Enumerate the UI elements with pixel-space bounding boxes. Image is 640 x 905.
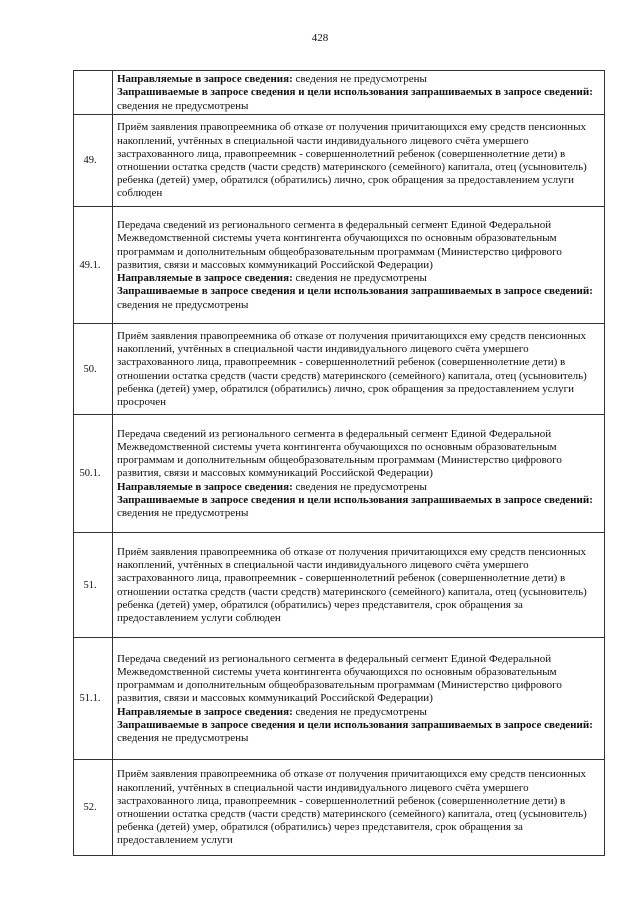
paragraph-text: сведения не предусмотрены — [292, 272, 427, 285]
paragraph-text: сведения не предусмотрены — [117, 99, 249, 112]
paragraph — [117, 285, 600, 311]
bold-label: Запрашиваемые в запросе сведения и цели использования запрашиваемых в запросе сведений: — [117, 493, 593, 506]
row-number-cell — [74, 760, 113, 856]
paragraph — [117, 73, 600, 86]
table-row — [74, 115, 605, 207]
paragraph — [117, 219, 600, 272]
paragraph — [117, 653, 600, 706]
row-description-cell — [113, 115, 605, 207]
paragraph-text: Приём заявления правопреемника об отказе от получения причитающихся ему средств пенсионных накоплений, учтённых в специальной части индивидуального лицевого счёта умершего застрахованного лица, правопреемник - совершеннолетний ребенок (совершеннолетние дети) в отношении остатка средств (части средств) материнского (семейного) капитала, отец (усыновитель) ребенка (детей) умер, обратился (обратились) лично, срок обращения за предоставлением услуги соблюден — [117, 121, 587, 200]
services-table — [73, 70, 605, 856]
row-description-cell — [113, 71, 605, 115]
table-row — [74, 324, 605, 415]
paragraph — [117, 121, 600, 200]
row-description-cell — [113, 760, 605, 856]
table-row — [74, 207, 605, 324]
paragraph — [117, 86, 600, 112]
bold-label: Запрашиваемые в запросе сведения и цели использования запрашиваемых в запросе сведений: — [117, 285, 593, 298]
table-row — [74, 638, 605, 760]
page-number: 428 — [311, 32, 329, 44]
row-number: 50.1. — [79, 468, 101, 479]
paragraph — [117, 546, 600, 625]
paragraph — [117, 428, 600, 481]
row-description-cell — [113, 638, 605, 760]
row-number-cell — [74, 115, 113, 207]
row-description-cell — [113, 415, 605, 533]
paragraph-text: сведения не предусмотрены — [117, 732, 249, 744]
paragraph-text: Приём заявления правопреемника об отказе от получения причитающихся ему средств пенсионных накоплений, учтённых в специальной части индивидуального лицевого счёта умершего застрахованного лица, правопреемник - совершеннолетний ребенок (совершеннолетние дети) в отношении остатка средств (части средств) материнского (семейного) капитала, отец (усыновитель) ребенка (детей) умер, обратился (обратились) через представителя, срок обращения за предоставлением услуги — [117, 768, 587, 847]
row-number-cell — [74, 533, 113, 638]
paragraph-text: Приём заявления правопреемника об отказе от получения причитающихся ему средств пенсионных накоплений, учтённых в специальной части индивидуального лицевого счёта умершего застрахованного лица, правопреемник - совершеннолетний ребенок (совершеннолетние дети) в отношении остатка средств (части средств) материнского (семейного) капитала, отец (усыновитель) ребенка (детей) умер, обратился (обратились) через представителя, срок обращения за предоставлением услуги соблюден — [117, 545, 587, 624]
paragraph — [117, 272, 600, 285]
paragraph-text: сведения не предусмотрены — [117, 507, 249, 519]
bold-label: Направляемые в запросе сведения: — [117, 73, 293, 86]
paragraph-text: сведения не предусмотрены — [292, 480, 427, 493]
paragraph-text: сведения не предусмотрены — [117, 298, 249, 311]
row-number: 51. — [83, 579, 97, 591]
paragraph-text: сведения не предусмотрены — [292, 73, 427, 86]
paragraph-text: Передача сведений из регионального сегмента в федеральный сегмент Единой Федеральной Межведомственной системы учета контингента обучающихся по основным образовательным программам и дополнительным общеобразовательным программам (Министерство цифрового развития, связи и массовых коммуникаций Российской Федерации) — [117, 652, 562, 705]
bold-label: Направляемые в запросе сведения: — [117, 272, 293, 285]
row-description-cell — [113, 533, 605, 638]
row-number: 52. — [83, 802, 97, 813]
paragraph — [117, 719, 600, 745]
table-row — [74, 760, 605, 856]
paragraph-text: сведения не предусмотрены — [292, 705, 427, 718]
row-number-cell — [74, 207, 113, 324]
paragraph — [117, 706, 600, 719]
paragraph-text: Передача сведений из регионального сегмента в федеральный сегмент Единой Федеральной Межведомственной системы учета контингента обучающихся по основным образовательным программам и дополнительным общеобразовательным программам (Министерство цифрового развития, связи и массовых коммуникаций Российской Федерации) — [117, 427, 562, 480]
bold-label: Направляемые в запросе сведения: — [117, 705, 293, 718]
bold-label: Направляемые в запросе сведения: — [117, 480, 293, 493]
row-number-cell — [74, 71, 113, 115]
table-row — [74, 533, 605, 638]
paragraph-text: Передача сведений из регионального сегмента в федеральный сегмент Единой Федеральной Межведомственной системы учета контингента обучающихся по основным образовательным программам и дополнительным общеобразовательным программам (Министерство цифрового развития, связи и массовых коммуникаций Российской Федерации) — [117, 219, 562, 271]
row-number: 49.1. — [79, 259, 101, 271]
table-row — [74, 415, 605, 533]
paragraph — [117, 481, 600, 494]
paragraph-text: Приём заявления правопреемника об отказе от получения причитающихся ему средств пенсионных накоплений, учтённых в специальной части индивидуального лицевого счёта умершего застрахованного лица, правопреемник - совершеннолетний ребенок (совершеннолетние дети) в отношении остатка средств (части средств) материнского (семейного) капитала, отец (усыновитель) ребенка (детей) умер, обратился (обратились) лично, срок обращения за предоставлением услуги просрочен — [117, 329, 587, 408]
row-number-cell — [74, 324, 113, 415]
row-number: 50. — [83, 363, 97, 375]
row-description-cell — [113, 324, 605, 415]
row-number-cell — [74, 638, 113, 760]
paragraph — [117, 330, 600, 409]
row-number: 49. — [83, 155, 97, 166]
paragraph — [117, 494, 600, 520]
row-description-cell — [113, 207, 605, 324]
row-number: 51.1. — [79, 693, 101, 704]
bold-label: Запрашиваемые в запросе сведения и цели использования запрашиваемых в запросе сведений: — [117, 718, 593, 731]
table-row — [74, 71, 605, 115]
paragraph — [117, 768, 600, 847]
row-number-cell — [74, 415, 113, 533]
bold-label: Запрашиваемые в запросе сведения и цели использования запрашиваемых в запросе сведений: — [117, 86, 593, 99]
